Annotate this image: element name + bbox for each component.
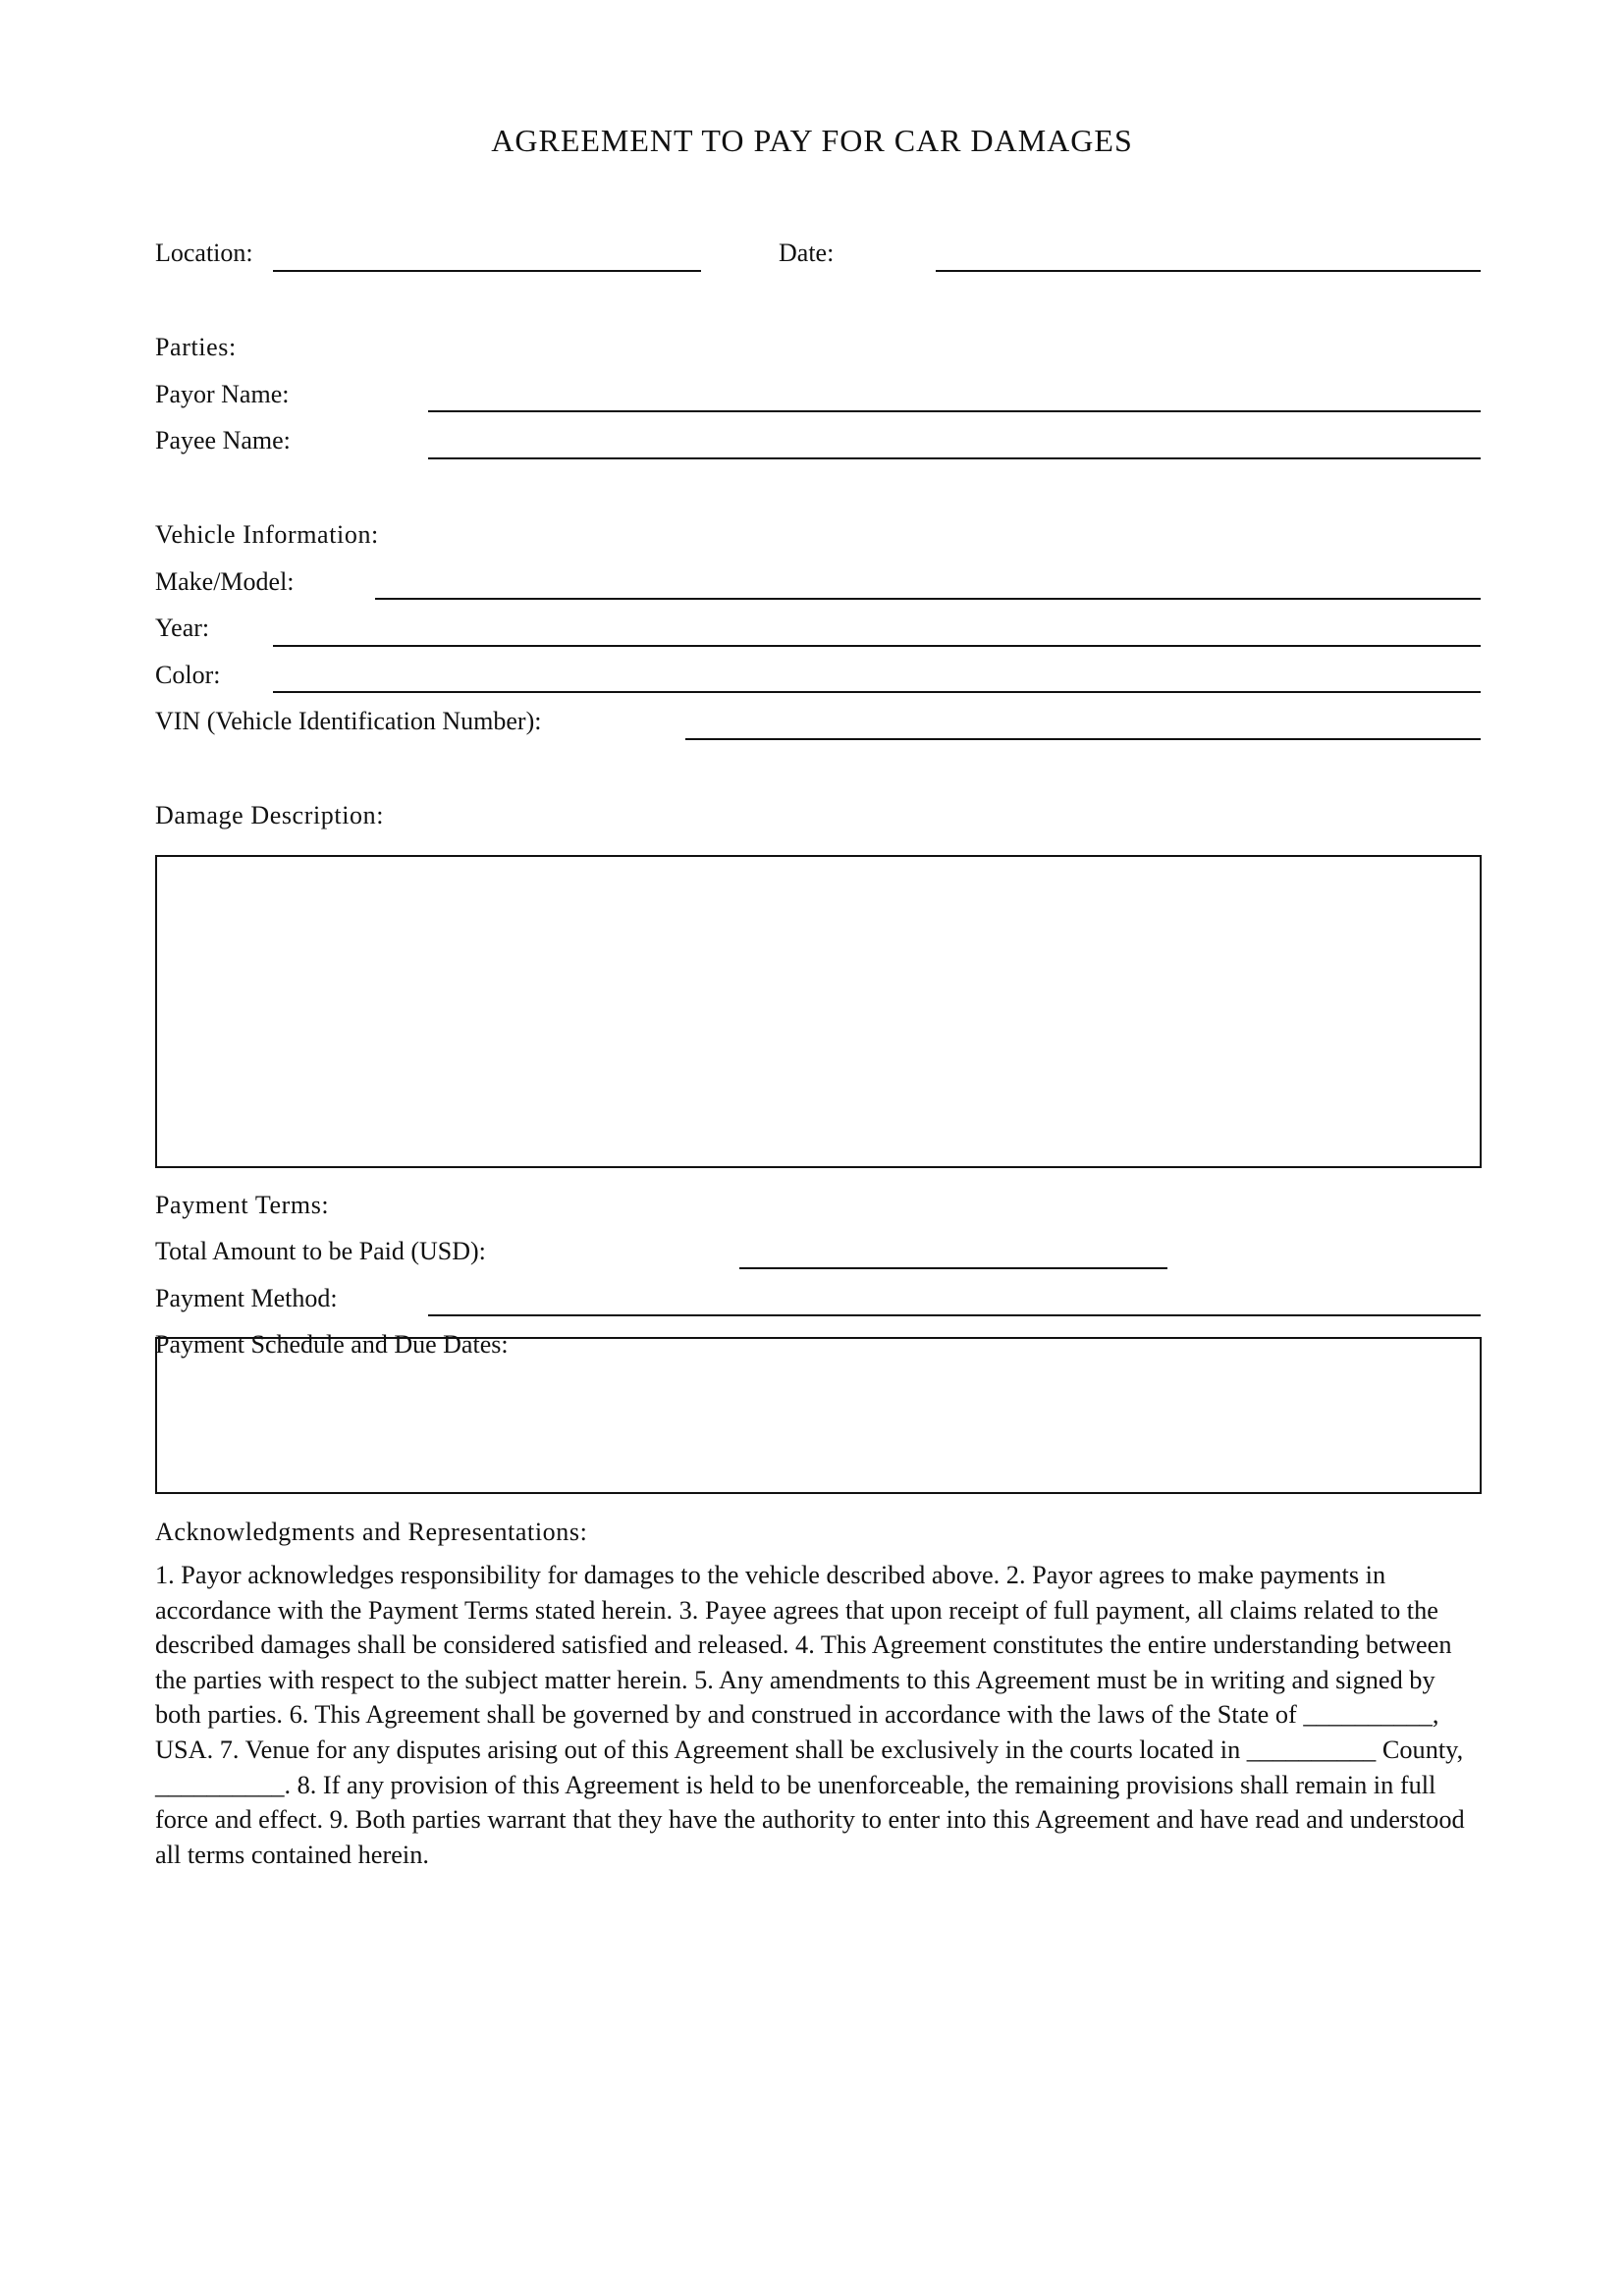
acknowledgments-text: 1. Payor acknowledges responsibility for damages to the vehicle described above. 2. Payor agrees to make payments in accordance with the Payment Terms stated herein. 3. Payee agrees that upon receipt of full payment, all claims related to the described damages shall be considered satisfied and released. 4. This Agreement constitutes the entire understanding between the parties with respect to the subject matter herein. 5. Any amendments to this Agreement must be in writing and signed by both parties. 6. This Agreement shall be governed by and construed in accordance with the laws of the State of __________, USA. 7. Venue for any disputes arising out of this Agreement shall be exclusively in the courts located in __________ County, __________. 8. If any provision of this Agreement is held to be unenforceable, the remaining provisions shall remain in full force and effect. 9. Both parties warrant that they have the authority to enter into this Agreement and have read and understood all terms contained herein.: [155, 1561, 1465, 1869]
payment-terms-heading: Payment Terms:: [155, 1191, 330, 1219]
damage-description-heading: Damage Description:: [155, 801, 385, 829]
payment-schedule-label: Payment Schedule and Due Dates:: [155, 1330, 509, 1359]
make-model-field[interactable]: [375, 598, 1481, 600]
payor-name-label: Payor Name:: [155, 380, 290, 408]
payee-name-field[interactable]: [428, 457, 1481, 459]
location-field[interactable]: [273, 270, 701, 272]
payor-name-field[interactable]: [428, 410, 1481, 412]
date-field[interactable]: [936, 270, 1481, 272]
vin-field[interactable]: [685, 738, 1481, 740]
acknowledgments-heading: Acknowledgments and Representations:: [155, 1518, 588, 1546]
year-field[interactable]: [273, 645, 1481, 647]
damage-description-box[interactable]: [155, 855, 1482, 1168]
parties-heading: Parties:: [155, 333, 237, 361]
make-model-label: Make/Model:: [155, 567, 295, 596]
vehicle-info-heading: Vehicle Information:: [155, 520, 379, 549]
payment-schedule-box[interactable]: [155, 1337, 1482, 1494]
payment-method-field[interactable]: [428, 1314, 1481, 1316]
total-amount-label: Total Amount to be Paid (USD):: [155, 1237, 486, 1265]
year-label: Year:: [155, 614, 210, 642]
payment-method-label: Payment Method:: [155, 1284, 338, 1312]
vin-label: VIN (Vehicle Identification Number):: [155, 707, 542, 735]
document-title: AGREEMENT TO PAY FOR CAR DAMAGES: [491, 123, 1133, 158]
location-label: Location:: [155, 239, 253, 267]
payee-name-label: Payee Name:: [155, 426, 291, 454]
color-label: Color:: [155, 661, 221, 689]
total-amount-field[interactable]: [739, 1267, 1167, 1269]
date-label: Date:: [779, 239, 835, 267]
color-field[interactable]: [273, 691, 1481, 693]
